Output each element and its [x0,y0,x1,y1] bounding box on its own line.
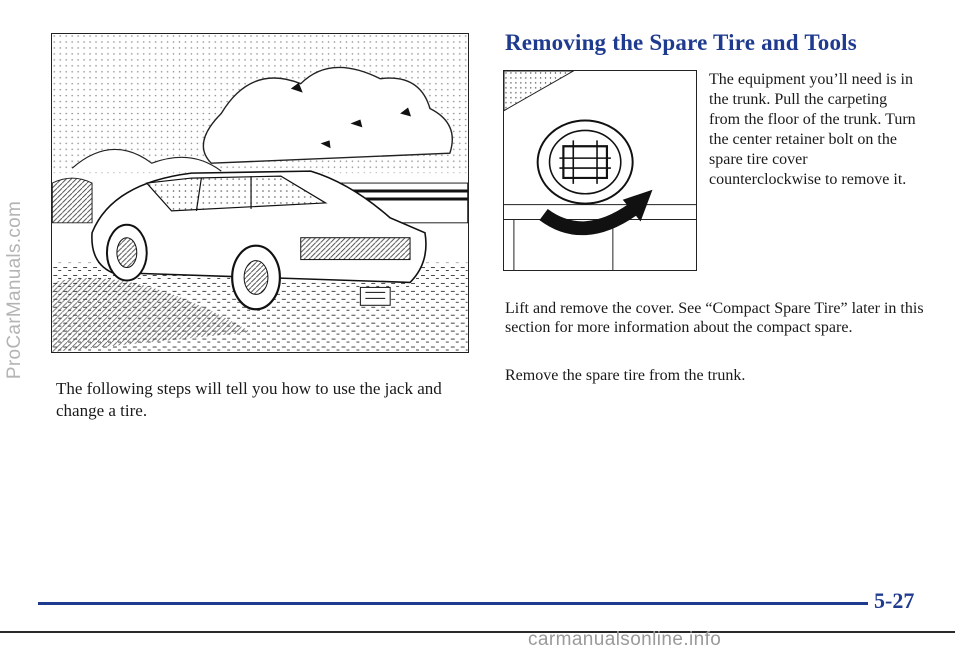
car-on-jack-illustration [52,34,468,352]
intro-text: The equipment you’ll need is in the trunk. Pull the carpeting from the floor of the trunk. Turn the center retainer bolt on the spare tire cover counterclockwise to remove it. [709,71,916,188]
section-title: Removing the Spare Tire and Tools [505,30,857,55]
left-caption: The following steps will tell you how to use the jack and change a tire. [56,379,442,420]
page-number: 5-27 [874,588,915,613]
retainer-bolt-illustration [504,71,696,270]
footer-rule [38,602,868,605]
cover-removal-text: Lift and remove the cover. See “Compact Spare Tire” later in this section for more information about the compact spare. [505,300,924,336]
car-jack-figure [51,33,469,353]
bottom-rule [0,631,955,633]
side-watermark-text: ProCarManuals.com [4,200,25,380]
spare-removal-text: Remove the spare tire from the trunk. [505,367,746,384]
trunk-figure [503,70,697,271]
bottom-watermark: carmanualsonline.info [528,629,722,650]
side-watermark [2,120,28,460]
